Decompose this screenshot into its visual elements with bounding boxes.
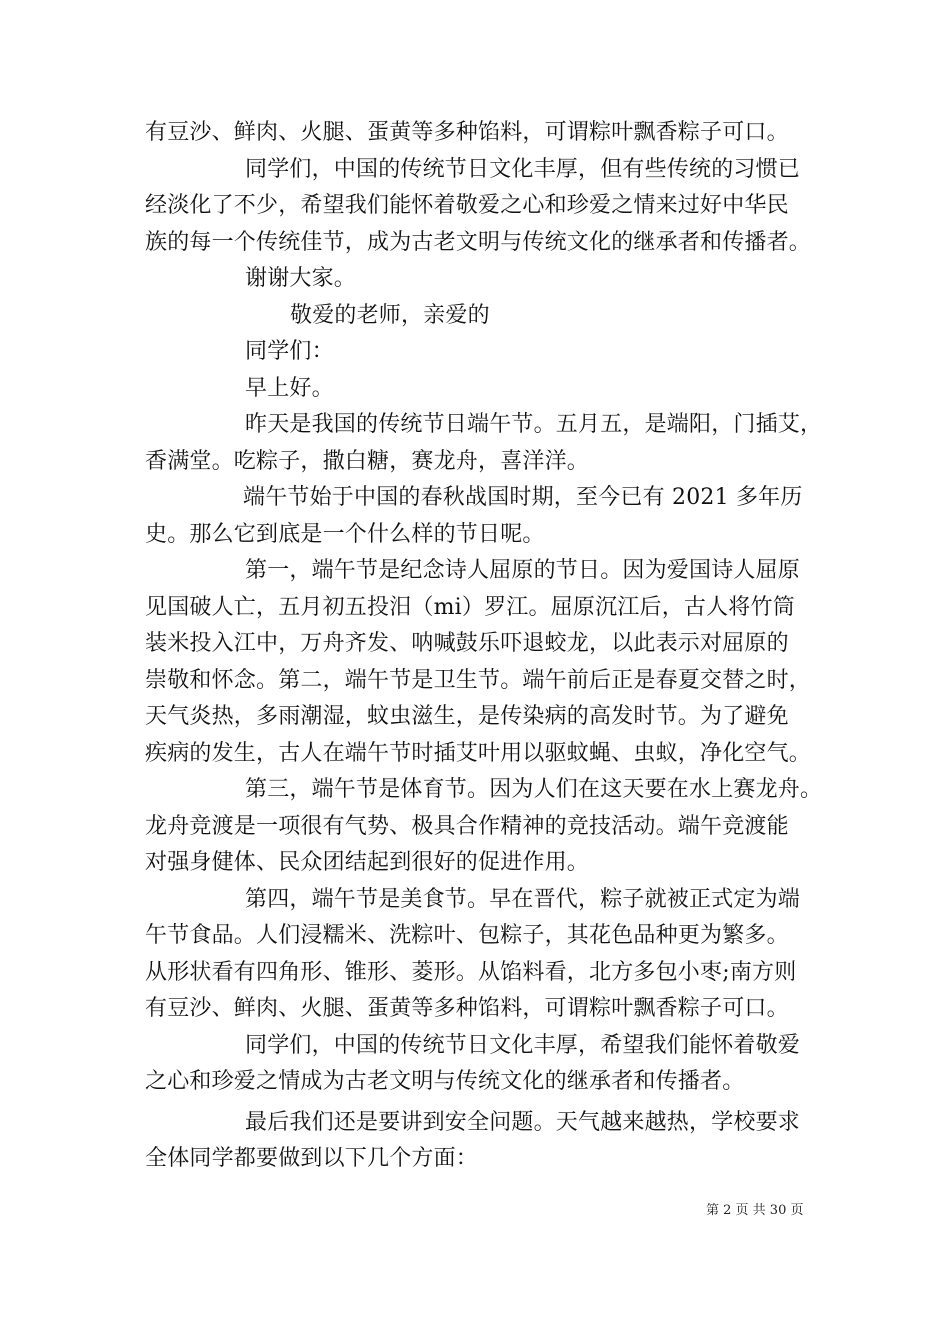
text-line: 从形状看有四角形、锥形、菱形。从馅料看，北方多包小枣;南方则	[145, 959, 797, 985]
document-body	[145, 115, 823, 1178]
text-line: 同学们，中国的传统节日文化丰厚，希望我们能怀着敬爱	[245, 1032, 801, 1058]
text-line: 敬爱的老师，亲爱的	[290, 302, 490, 328]
text-line: 第四，端午节是美食节。早在晋代，粽子就被正式定为端	[245, 886, 801, 912]
text-line: 第三，端午节是体育节。因为人们在这天要在水上赛龙舟。	[245, 777, 823, 802]
text-line: 疾病的发生，古人在端午节时插艾叶用以驱蚊蝇、虫蚁，净化空气。	[145, 740, 812, 766]
text-line: 对强身健体、民众团结起到很好的促进作用。	[145, 850, 590, 875]
text-line: 最后我们还是要讲到安全问题。天气越来越热，学校要求	[245, 1109, 801, 1135]
text-line: 见国破人亡，五月初五投汨（mi）罗江。屈原沉江后，古人将竹筒	[145, 594, 795, 620]
text-line: 族的每一个传统佳节，成为古老文明与传统文化的继承者和传播者。	[145, 229, 812, 255]
text-line: 全体同学都要做到以下几个方面：	[145, 1146, 479, 1171]
text-line: 端午节始于中国的春秋战国时期，至今已有 2021 多年历	[243, 485, 803, 510]
text-line: 早上好。	[245, 375, 334, 401]
text-line: 崇敬和怀念。第二，端午节是卫生节。端午前后正是春夏交替之时，	[145, 667, 812, 693]
text-line: 龙舟竞渡是一项很有气势、极具合作精神的竞技活动。端午竞渡能	[145, 813, 789, 839]
text-line: 有豆沙、鲜肉、火腿、蛋黄等多种馅料，可谓粽叶飘香粽子可口。	[145, 120, 789, 145]
text-line: 第一，端午节是纪念诗人屈原的节日。因为爱国诗人屈原	[245, 558, 801, 583]
text-line: 天气炎热，多雨潮湿，蚊虫滋生，是传染病的高发时节。为了避免	[145, 704, 789, 729]
text-line: 之心和珍爱之情成为古老文明与传统文化的继承者和传播者。	[145, 1069, 745, 1094]
text-line: 香满堂。吃粽子，撒白糖，赛龙舟，喜洋洋。	[145, 448, 590, 474]
text-line: 同学们，中国的传统节日文化丰厚，但有些传统的习惯已	[245, 156, 801, 182]
text-line: 午节食品。人们浸糯米、洗粽叶、包粽子，其花色品种更为繁多。	[145, 923, 789, 948]
text-line: 史。那么它到底是一个什么样的节日呢。	[145, 521, 545, 547]
page-number: 第 2 页 共 30 页	[706, 1203, 804, 1218]
text-line: 经淡化了不少，希望我们能怀着敬爱之心和珍爱之情来过好中华民	[145, 193, 789, 218]
text-line: 有豆沙、鲜肉、火腿、蛋黄等多种馅料，可谓粽叶飘香粽子可口。	[145, 996, 789, 1021]
text-line: 昨天是我国的传统节日端午节。五月五，是端阳，门插艾，	[245, 412, 823, 437]
text-line: 装米投入江中，万舟齐发、呐喊鼓乐吓退蛟龙，以此表示对屈原的	[145, 631, 789, 656]
text-line: 同学们：	[245, 339, 334, 364]
text-line: 谢谢大家。	[245, 266, 357, 291]
